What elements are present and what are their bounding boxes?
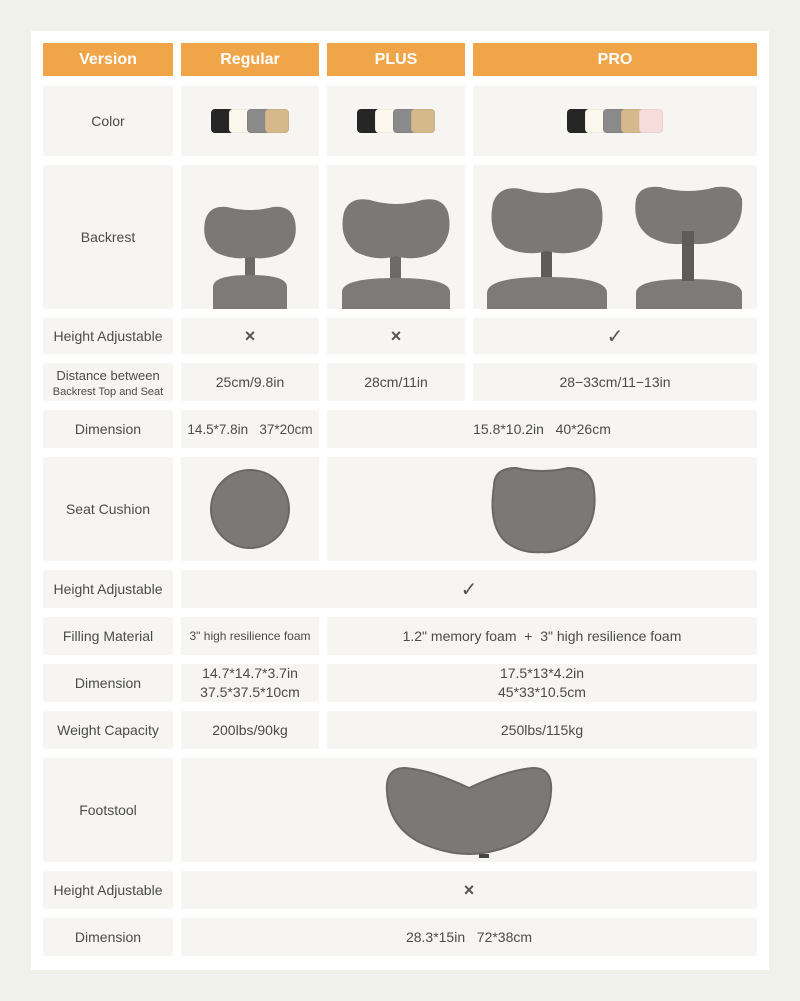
row-label-backrest-height-adjustable: Height Adjustable xyxy=(43,318,173,354)
row-label-backrest: Backrest xyxy=(43,165,173,309)
header-pro: PRO xyxy=(473,43,757,76)
backrest-image-regular xyxy=(181,165,319,309)
filling-regular: 3" high resilience foam xyxy=(181,617,319,655)
comparison-table xyxy=(31,31,769,970)
row-label-distance xyxy=(43,363,173,401)
seat-dimension-regular xyxy=(181,664,319,702)
color-swatch-plus-4 xyxy=(411,109,435,133)
row-label-filling: Filling Material xyxy=(43,617,173,655)
color-swatch-pro-5 xyxy=(639,109,663,133)
backrest-dimension-regular: 14.5*7.8in 37*20cm xyxy=(181,410,319,448)
footstool-image xyxy=(181,758,757,862)
distance-plus: 28cm/11in xyxy=(327,363,465,401)
footstool-adjustable-all: × xyxy=(181,871,757,909)
backrest-adjustable-pro: ✓ xyxy=(473,318,757,354)
distance-regular: 25cm/9.8in xyxy=(181,363,319,401)
distance-label-line2: Backrest Top and Seat xyxy=(52,385,164,398)
row-label-weight: Weight Capacity xyxy=(43,711,173,749)
seat-dimension-plus-pro-metric: 45*33*10.5cm xyxy=(498,684,586,700)
header-regular: Regular xyxy=(181,43,319,76)
row-label-seat-dimension: Dimension xyxy=(43,664,173,702)
row-label-footstool-height-adjustable: Height Adjustable xyxy=(43,871,173,909)
backrest-adjustable-regular: × xyxy=(181,318,319,354)
seat-cushion-image-regular xyxy=(181,457,319,561)
seat-dimension-plus-pro-imperial: 17.5*13*4.2in xyxy=(499,665,585,681)
seat-cushion-image-plus-pro xyxy=(327,457,757,561)
backrest-image-plus xyxy=(327,165,465,309)
seat-adjustable-all: ✓ xyxy=(181,570,757,608)
backrest-adjustable-plus: × xyxy=(327,318,465,354)
row-label-seat-height-adjustable: Height Adjustable xyxy=(43,570,173,608)
backrest-dimension-plus-pro: 15.8*10.2in 40*26cm xyxy=(327,410,757,448)
distance-label-line1: Distance between xyxy=(56,367,160,383)
row-label-footstool: Footstool xyxy=(43,758,173,862)
color-swatches-regular xyxy=(181,86,319,156)
backrest-image-pro xyxy=(473,165,757,309)
color-swatches-plus xyxy=(327,86,465,156)
row-label-footstool-dimension: Dimension xyxy=(43,918,173,956)
filling-plus-pro: 1.2" memory foam + 3" high resilience foam xyxy=(327,617,757,655)
header-plus: PLUS xyxy=(327,43,465,76)
color-swatch-regular-4 xyxy=(265,109,289,133)
distance-pro: 28−33cm/11−13in xyxy=(473,363,757,401)
row-label-seat-cushion: Seat Cushion xyxy=(43,457,173,561)
header-version: Version xyxy=(43,43,173,76)
color-swatches-pro xyxy=(473,86,757,156)
seat-dimension-plus-pro xyxy=(327,664,757,702)
row-label-color: Color xyxy=(43,86,173,156)
row-label-backrest-dimension: Dimension xyxy=(43,410,173,448)
seat-dimension-regular-imperial: 14.7*14.7*3.7in xyxy=(202,665,298,681)
weight-plus-pro: 250lbs/115kg xyxy=(327,711,757,749)
footstool-dimension-all: 28.3*15in 72*38cm xyxy=(181,918,757,956)
weight-regular: 200lbs/90kg xyxy=(181,711,319,749)
seat-dimension-regular-metric: 37.5*37.5*10cm xyxy=(200,684,300,700)
